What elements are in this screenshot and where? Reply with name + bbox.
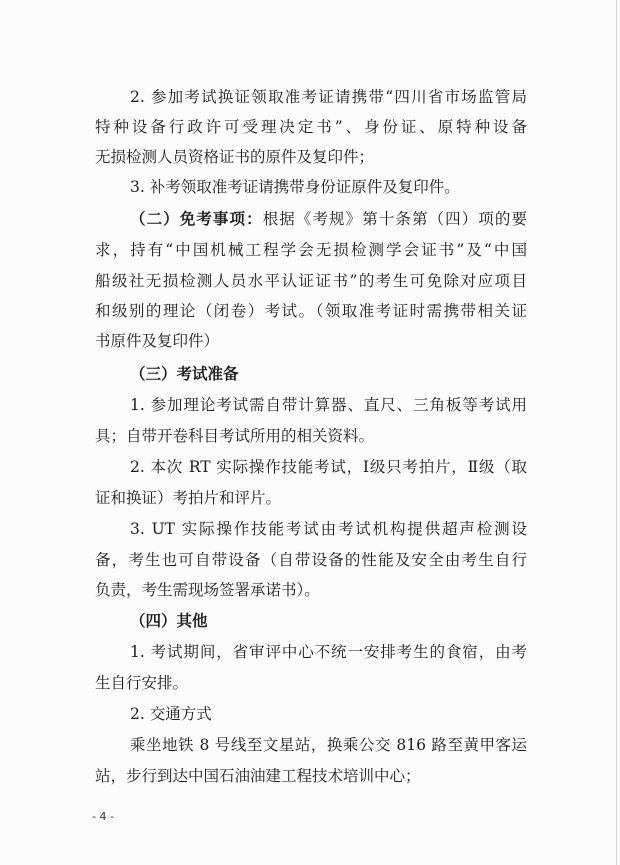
line-text: 书原件及复印件）: [95, 332, 220, 350]
line-text: 求，持有“中国机械工程学会无损检测学会证书”及“中国: [95, 241, 527, 259]
line-text: 1. 考试期间，省审评中心不统一安排考生的食宿，由考: [130, 643, 527, 661]
text-line: [130, 364, 527, 384]
section-heading: （四）其他: [130, 611, 208, 630]
line-text: 负责，考生需现场签署承诺书）。: [95, 581, 320, 599]
line-text: 特种设备行政许可受理决定书”、身份证、原特种设备: [95, 118, 527, 136]
text-line: [95, 488, 527, 508]
text-line: [95, 673, 527, 693]
text-line: [130, 735, 527, 755]
line-text: 乘坐地铁 8 号线至文星站，换乘公交 816 路至黄甲客运: [130, 736, 527, 754]
text-line: [95, 240, 527, 260]
section-heading: （三）考试准备: [130, 364, 239, 383]
section-heading: （二）免考事项：: [130, 209, 263, 228]
text-line: [95, 580, 527, 600]
line-text: 和级别的理论（闭卷）考试。（领取准考证时需携带相关证: [95, 302, 527, 320]
text-line: [95, 426, 527, 446]
line-text: 2. 交通方式: [130, 705, 212, 723]
text-line: [95, 117, 527, 137]
text-line: [130, 177, 527, 197]
text-line: [95, 147, 527, 167]
line-text: 证和换证）考拍片和评片。: [95, 489, 282, 507]
text-line: [130, 642, 527, 662]
text-line: [130, 457, 527, 477]
text-line: [130, 87, 527, 107]
text-line: [130, 395, 527, 415]
text-line: [95, 331, 527, 351]
line-text: 生自行安排。: [95, 674, 189, 692]
line-text: 无损检测人员资格证书的原件及复印件；: [95, 148, 375, 166]
text-line: [130, 704, 527, 724]
text-line: [130, 519, 527, 539]
line-text: 3. UT 实际操作技能考试由考试机构提供超声检测设: [130, 520, 527, 538]
text-line: [95, 766, 527, 786]
text-line: [130, 611, 527, 631]
line-text: 备，考生也可自带设备（自带设备的性能及安全由考生自行: [95, 551, 527, 569]
text-line: [95, 301, 527, 321]
line-text: 3. 补考领取准考证请携带身份证原件及复印件。: [130, 178, 460, 196]
page-number: - 4 -: [92, 810, 114, 823]
line-text: 2. 本次 RT 实际操作技能考试，Ⅰ级只考拍片，Ⅱ级（取: [130, 458, 527, 476]
line-text: 船级社无损检测人员水平认证证书”的考生可免除对应项目: [95, 272, 527, 290]
text-line: [95, 550, 527, 570]
line-text: 站，步行到达中国石油油建工程技术培训中心；: [95, 767, 421, 785]
text-line: [130, 209, 527, 229]
scan-edge-line: [616, 0, 617, 865]
line-text: 1. 参加理论考试需自带计算器、直尺、三角板等考试用: [130, 396, 527, 414]
line-text: 具；自带开卷科目考试所用的相关资料。: [95, 427, 375, 445]
line-text: 根据《考规》第十条第（四）项的要: [262, 210, 527, 228]
text-line: [95, 271, 527, 291]
line-text: 2. 参加考试换证领取准考证请携带“四川省市场监管局: [130, 88, 527, 106]
